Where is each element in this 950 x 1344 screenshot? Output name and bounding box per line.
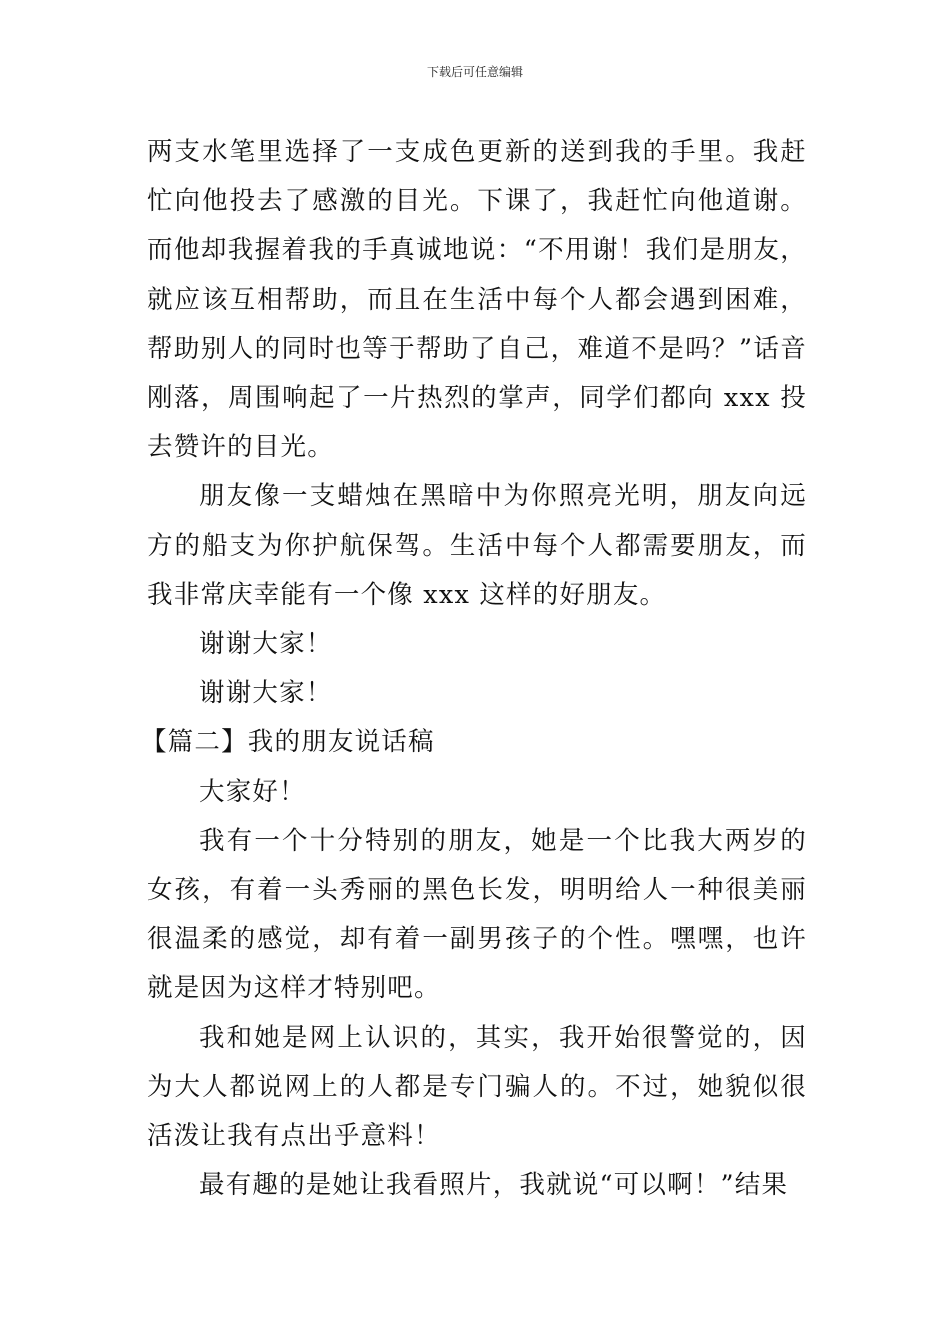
document-body <box>141 128 807 1210</box>
paragraph-thanks-2: 谢谢大家！ <box>199 678 333 709</box>
paragraph-friend-candle: 朋友像一支蜡烛在黑暗中为你照亮光明，朋友向远方的船支为你护航保驾。生活中每个人都需要朋友，而我非常庆幸能有一个像 xxx 这样的好朋友。 <box>147 481 807 610</box>
page-header-note: 下载后可任意编辑 <box>426 65 523 79</box>
paragraph-special-friend: 我有一个十分特别的朋友，她是一个比我大两岁的女孩，有着一头秀丽的黑色长发，明明给人一种很美丽很温柔的感觉，却有着一副男孩子的个性。嘿嘿，也许就是因为这样才特别吧。 <box>147 825 807 1004</box>
paragraph-photo: 最有趣的是她让我看照片，我就说“可以啊！”结果 <box>199 1170 789 1201</box>
paragraph-continued: 两支水笔里选择了一支成色更新的送到我的手里。我赶忙向他投去了感激的目光。下课了，我赶忙向他道谢。而他却我握着我的手真诚地说：“不用谢！我们是朋友，就应该互相帮助，而且在生活中每个人都会遇到困难，帮助别人的同时也等于帮助了自己，难道不是吗？”话音刚落，周围响起了一片热烈的掌声，同学们都向 xxx 投去赞许的目光。 <box>147 137 807 463</box>
paragraph-met-online: 我和她是网上认识的，其实，我开始很警觉的，因为大人都说网上的人都是专门骗人的。不过，她貌似很活泼让我有点出乎意料！ <box>147 1022 807 1152</box>
paragraph-thanks-1: 谢谢大家！ <box>199 629 333 660</box>
paragraph-greeting: 大家好！ <box>199 776 306 807</box>
section-title: 【篇二】我的朋友说话稿 <box>141 727 435 758</box>
